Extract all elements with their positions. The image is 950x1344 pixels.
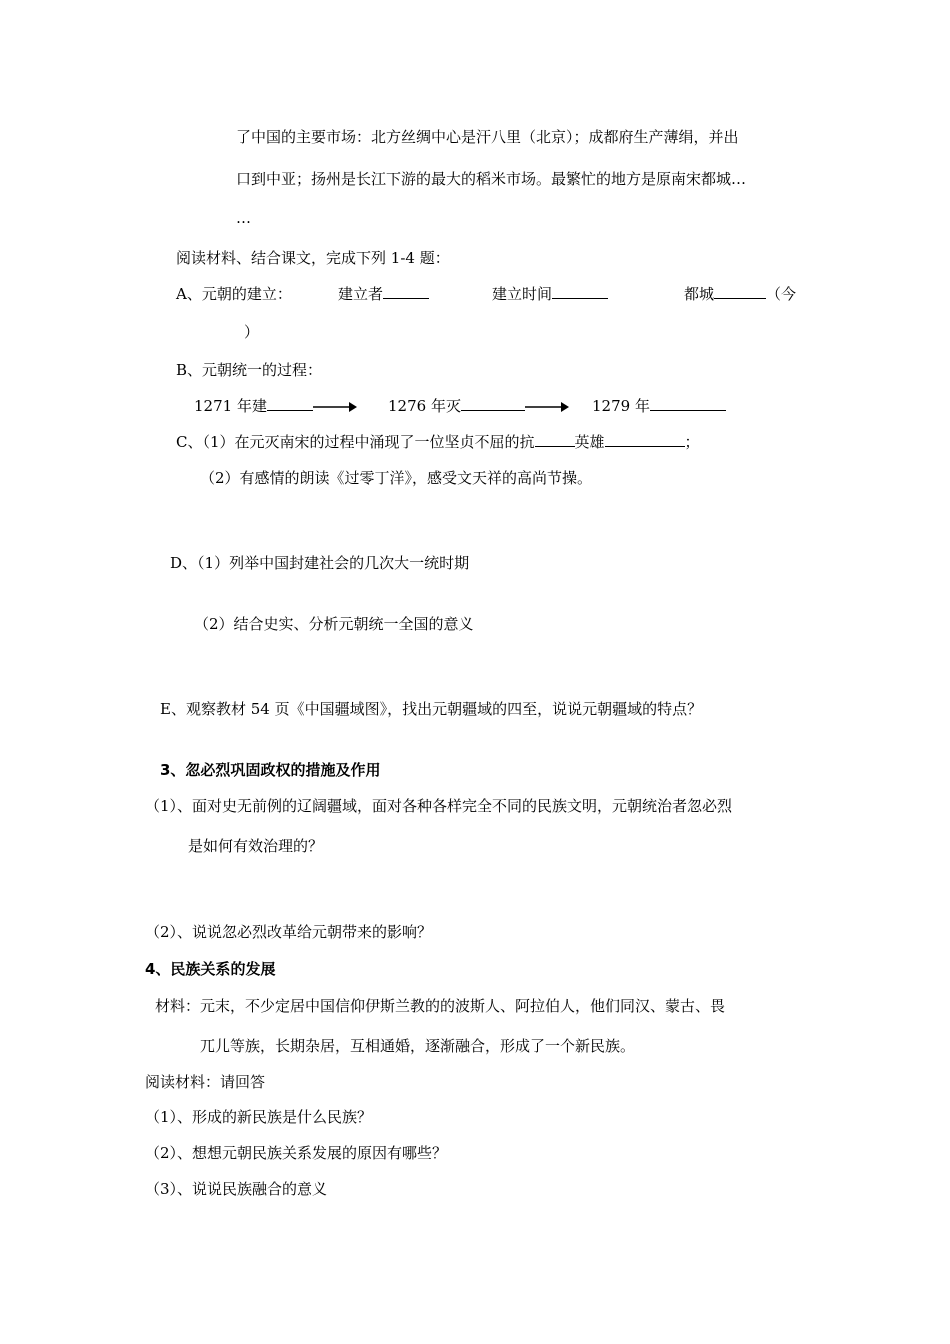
capital-label: 都城	[684, 285, 715, 303]
capital-paren-open: （今	[766, 285, 797, 303]
section-4-title: 4、民族关系的发展	[145, 960, 276, 978]
step-1-label: 1271 年建	[194, 397, 267, 415]
section-4-prompt: 阅读材料：请回答	[145, 1073, 266, 1091]
section-4-material-line-2: 兀儿等族，长期杂居，互相通婚，逐渐融合，形成了一个新民族。	[200, 1037, 636, 1055]
step-2-label: 1276 年灭	[388, 397, 461, 415]
timeline-step-2	[388, 396, 569, 416]
time-blank[interactable]	[552, 284, 608, 299]
section-4-q3: （3）、说说民族融合的意义	[145, 1180, 328, 1198]
timeline-step-3	[592, 396, 726, 416]
section-a-capital	[684, 284, 796, 304]
section-3-q1-line-2: 是如何有效治理的？	[188, 837, 324, 855]
section-4-material-line-1: 材料：元末，不少定居中国信仰伊斯兰教的的波斯人、阿拉伯人，他们同汉、蒙古、畏	[155, 997, 726, 1015]
founder-label: 建立者	[338, 285, 384, 303]
c-q1-blank-1[interactable]	[535, 432, 575, 447]
step-1-blank[interactable]	[267, 396, 313, 411]
c-q1-blank-2[interactable]	[605, 432, 685, 447]
c-q1-end: ；	[684, 433, 700, 451]
c-q1-hero: 英雄	[574, 433, 605, 451]
section-4-q2: （2）、想想元朝民族关系发展的原因有哪些？	[145, 1144, 448, 1162]
founder-blank[interactable]	[383, 284, 429, 299]
section-a-time	[492, 284, 608, 304]
time-label: 建立时间	[492, 285, 553, 303]
timeline-step-1	[194, 396, 357, 416]
section-c-line-1	[176, 432, 700, 452]
section-e-line-1: E、观察教材 54 页《中国疆域图》，找出元朝疆域的四至，说说元朝疆域的特点？	[160, 700, 703, 718]
capital-paren-close: ）	[244, 323, 260, 341]
section-3-q2: （2）、说说忽必烈改革给元朝带来的影响？	[145, 923, 433, 941]
arrow-right-icon	[525, 401, 569, 413]
section-d-line-2: （2）结合史实、分析元朝统一全国的意义	[194, 615, 474, 633]
section-a-label: A、元朝的建立：	[176, 285, 292, 303]
section-3-title: 3、忽必烈巩固政权的措施及作用	[160, 761, 381, 779]
intro-line-1: 了中国的主要市场：北方丝绸中心是汗八里（北京）；成都府生产薄绢，并出	[236, 128, 739, 146]
intro-line-2: 口到中亚；扬州是长江下游的最大的稻米市场。最繁忙的地方是原南宋都城…	[236, 170, 747, 188]
reading-prompt: 阅读材料、结合课文，完成下列 1-4 题：	[176, 249, 450, 267]
capital-blank[interactable]	[714, 284, 766, 299]
section-d-line-1: D、（1）列举中国封建社会的几次大一统时期	[170, 554, 470, 572]
intro-line-3: …	[236, 209, 251, 227]
step-2-blank[interactable]	[461, 396, 525, 411]
section-c-line-2: （2）有感情的朗读《过零丁洋》，感受文天祥的高尚节操。	[200, 469, 593, 487]
section-3-q1-line-1: （1）、面对史无前例的辽阔疆域，面对各种各样完全不同的民族文明，元朝统治者忽必烈	[145, 797, 733, 815]
step-3-label: 1279 年	[592, 397, 650, 415]
section-a-founder	[338, 284, 429, 304]
arrow-right-icon	[313, 401, 357, 413]
section-4-q1: （1）、形成的新民族是什么民族？	[145, 1108, 373, 1126]
step-3-blank[interactable]	[650, 396, 726, 411]
section-b-label: B、元朝统一的过程：	[176, 361, 323, 379]
c-q1-text: C、（1）在元灭南宋的过程中涌现了一位坚贞不屈的抗	[176, 433, 535, 451]
